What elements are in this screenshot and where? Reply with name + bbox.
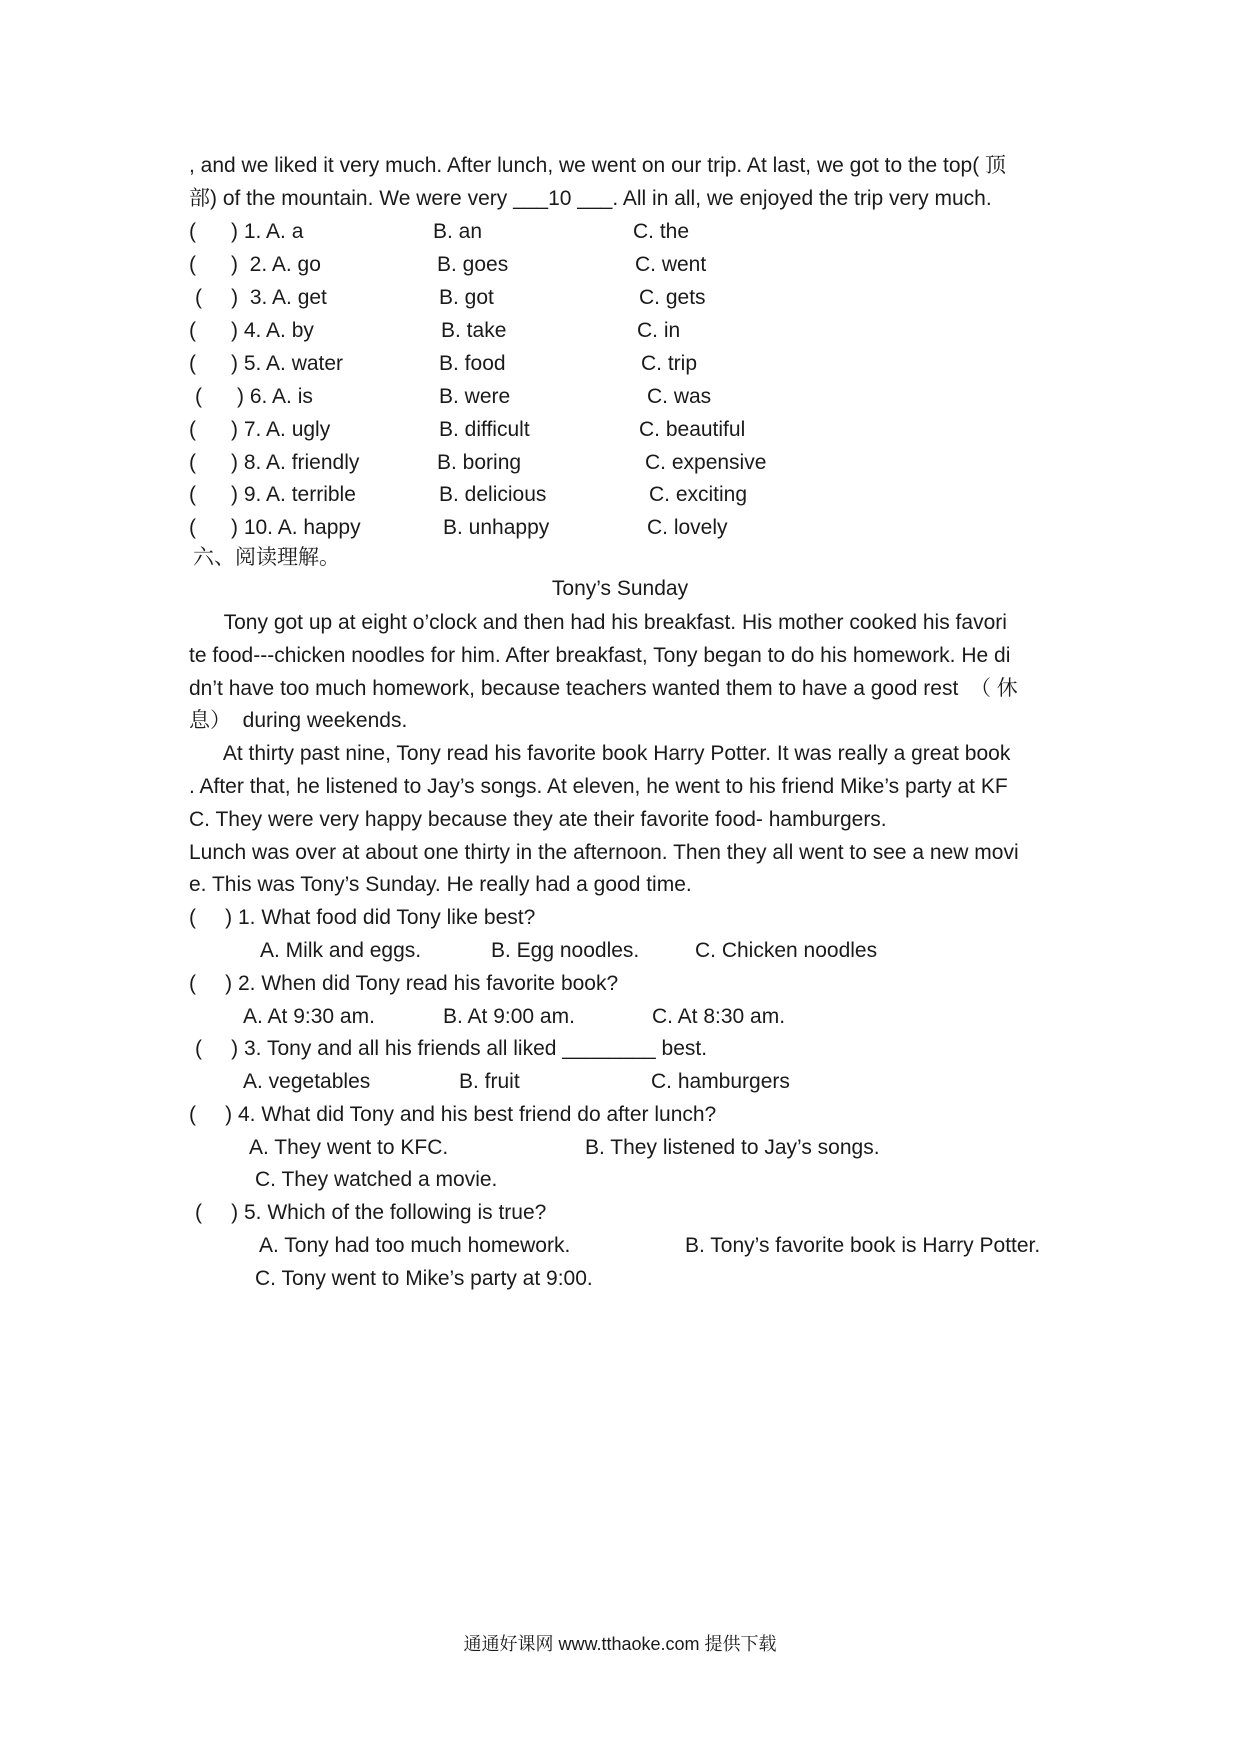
passage-line-2: 部) of the mountain. We were very ___10 ___. All in all, we enjoyed the trip very much. — [189, 187, 992, 210]
question-5: ( ) 5. Which of the following is true? — [195, 1201, 547, 1224]
cloze-q6-c: C. was — [647, 385, 712, 408]
reading-line-9: e. This was Tony’s Sunday. He really had a good time. — [189, 873, 692, 896]
reading-line-1: Tony got up at eight o’clock and then had his breakfast. His mother cooked his favori — [189, 611, 1007, 634]
cloze-q10-b: B. unhappy — [443, 516, 550, 539]
cloze-q9: ( ) 9. A. terrible — [189, 483, 356, 506]
cloze-q6: ( ) 6. A. is — [195, 385, 313, 408]
cloze-q2: ( ) 2. A. go — [189, 253, 321, 276]
cloze-q6-b: B. were — [439, 385, 511, 408]
question-2-b: B. At 9:00 am. — [443, 1005, 575, 1028]
question-1: ( ) 1. What food did Tony like best? — [189, 906, 536, 929]
cloze-q5-b: B. food — [439, 352, 506, 375]
reading-line-6: . After that, he listened to Jay’s songs. At eleven, he went to his friend Mike’s party at KF — [189, 775, 1008, 798]
cloze-q7-c: C. beautiful — [639, 418, 746, 441]
question-5-a: A. Tony had too much homework. — [259, 1234, 571, 1257]
cloze-q10: ( ) 10. A. happy — [189, 516, 361, 539]
cloze-q7: ( ) 7. A. ugly — [189, 418, 331, 441]
section-heading: 六、阅读理解。 — [193, 546, 340, 569]
cloze-q7-b: B. difficult — [439, 418, 530, 441]
passage-line-1: , and we liked it very much. After lunch, we went on our trip. At last, we got to the top( 顶 — [189, 154, 1007, 177]
question-4-c: C. They watched a movie. — [255, 1168, 498, 1191]
question-5-c: C. Tony went to Mike’s party at 9:00. — [255, 1267, 593, 1290]
cloze-q1: ( ) 1. A. a — [189, 220, 304, 243]
question-3-a: A. vegetables — [243, 1070, 371, 1093]
cloze-q3-b: B. got — [439, 286, 494, 309]
cloze-q9-b: B. delicious — [439, 483, 547, 506]
cloze-q4-b: B. take — [441, 319, 507, 342]
cloze-q9-c: C. exciting — [649, 483, 748, 506]
cloze-q10-c: C. lovely — [647, 516, 728, 539]
question-3-b: B. fruit — [459, 1070, 520, 1093]
reading-line-2: te food---chicken noodles for him. After breakfast, Tony began to do his homework. He di — [189, 644, 1011, 667]
question-3-c: C. hamburgers — [651, 1070, 790, 1093]
footer-watermark: 通通好课网 www.tthaoke.com 提供下载 — [463, 1634, 777, 1654]
reading-title: Tony’s Sunday — [551, 577, 689, 600]
question-4: ( ) 4. What did Tony and his best friend do after lunch? — [189, 1103, 717, 1126]
question-2-a: A. At 9:30 am. — [243, 1005, 375, 1028]
reading-line-8: Lunch was over at about one thirty in the afternoon. Then they all went to see a new movi — [189, 841, 1019, 864]
cloze-q3-c: C. gets — [639, 286, 706, 309]
question-5-b: B. Tony’s favorite book is Harry Potter. — [685, 1234, 1041, 1257]
question-4-b: B. They listened to Jay’s songs. — [585, 1136, 880, 1159]
cloze-q8: ( ) 8. A. friendly — [189, 451, 360, 474]
question-1-a: A. Milk and eggs. — [260, 939, 422, 962]
cloze-q4: ( ) 4. A. by — [189, 319, 314, 342]
cloze-q4-c: C. in — [637, 319, 681, 342]
question-3: ( ) 3. Tony and all his friends all liked ________ best. — [195, 1037, 708, 1060]
cloze-q5: ( ) 5. A. water — [189, 352, 344, 375]
question-1-b: B. Egg noodles. — [491, 939, 640, 962]
cloze-q8-c: C. expensive — [645, 451, 767, 474]
reading-line-3: dn’t have too much homework, because teachers wanted them to have a good rest （ 休 — [189, 677, 1018, 700]
reading-line-4: 息） during weekends. — [189, 709, 408, 732]
cloze-q2-b: B. goes — [437, 253, 509, 276]
reading-line-7: C. They were very happy because they ate their favorite food- hamburgers. — [189, 808, 887, 831]
cloze-q8-b: B. boring — [437, 451, 522, 474]
question-2: ( ) 2. When did Tony read his favorite book? — [189, 972, 619, 995]
question-1-c: C. Chicken noodles — [695, 939, 878, 962]
cloze-q5-c: C. trip — [641, 352, 698, 375]
cloze-q2-c: C. went — [635, 253, 707, 276]
reading-line-5: At thirty past nine, Tony read his favorite book Harry Potter. It was really a great book — [189, 742, 1011, 765]
question-2-c: C. At 8:30 am. — [652, 1005, 786, 1028]
cloze-q1-c: C. the — [633, 220, 690, 243]
cloze-q1-b: B. an — [433, 220, 483, 243]
question-4-a: A. They went to KFC. — [249, 1136, 449, 1159]
cloze-q3: ( ) 3. A. get — [195, 286, 327, 309]
